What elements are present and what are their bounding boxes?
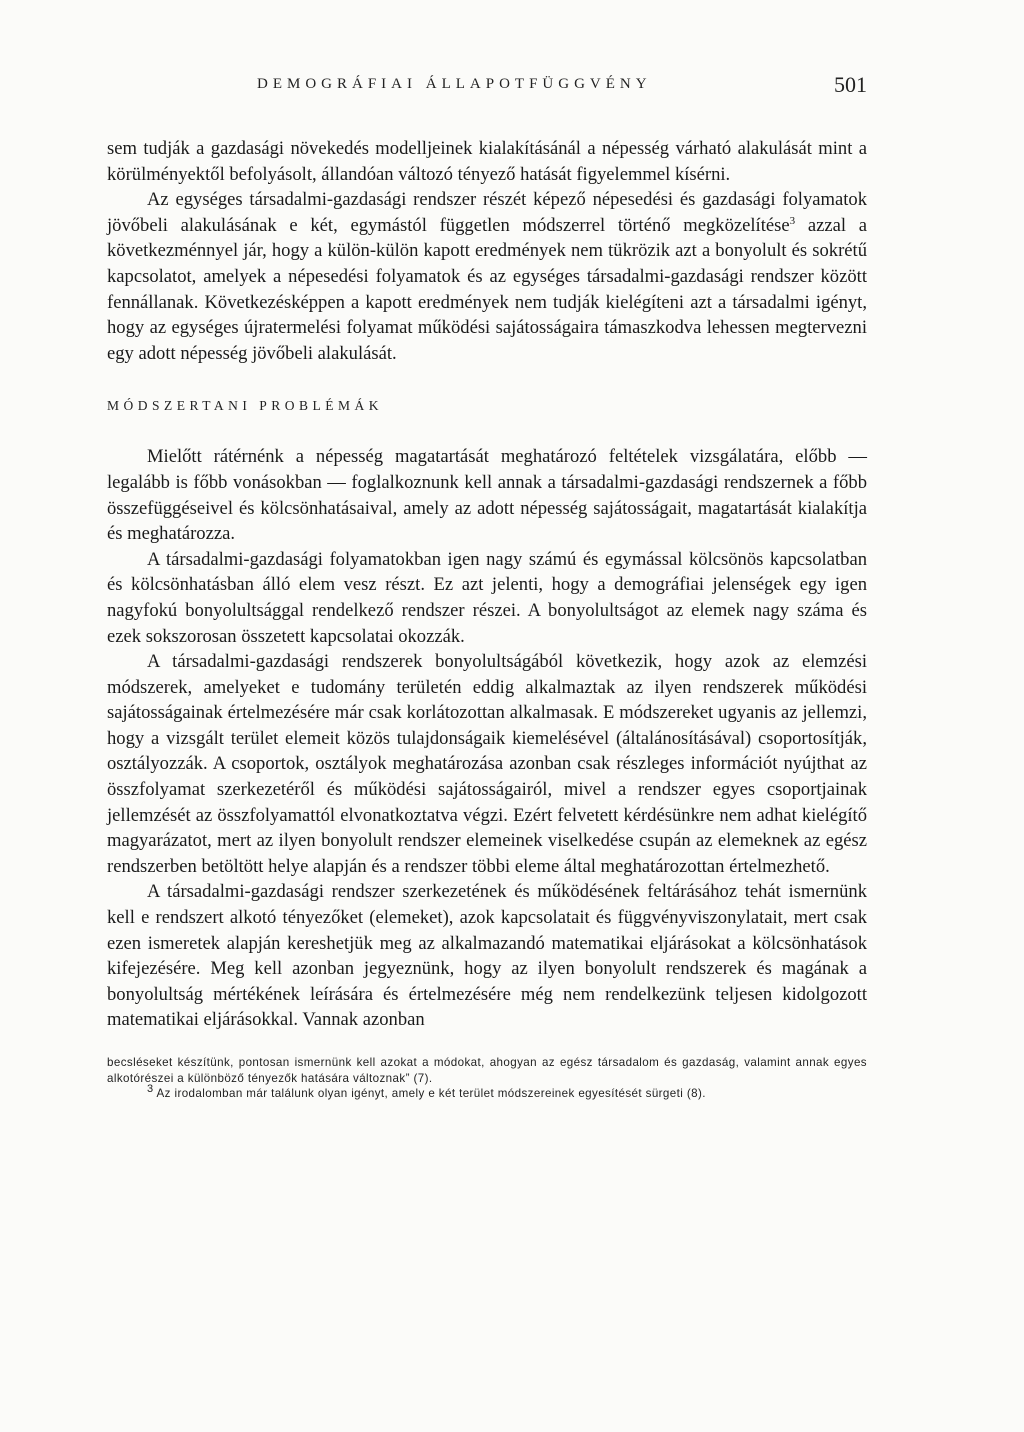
running-title: DEMOGRÁFIAI ÁLLAPOTFÜGGVÉNY — [257, 76, 652, 92]
footnotes — [107, 1055, 867, 1102]
paragraph-continuation: sem tudják a gazdasági növekedés modelljeinek kialakításánál a népesség várható alakulását mint a körülményektől befolyásolt, állandóan változó tényező hatását figyelemmel kísérni. — [107, 138, 867, 185]
paragraph-methods-separation — [107, 187, 867, 366]
paragraph-text: azzal a következménnyel jár, hogy a külön-külön kapott eredmények nem tükrözik azt a bonyolult és sokrétű kapcsolatot, amelyek a népesedési folyamatok és az egységes társadalmi-gazdasági rendszer között fennállanak. Következésképpen a kapott eredmények nem tudják kielégíteni azt a társadalmi igényt, hogy az egységes újratermelési folyamat működési sajátosságaira támaszkodva lehessen megtervezni egy adott népesség jövőbeli alakulását. — [107, 214, 867, 364]
footnote-3 — [107, 1083, 867, 1102]
footnote-text: Az irodalomban már találunk olyan igényt, amely e két terület módszereinek egyesítését sürgeti (8). — [153, 1087, 706, 1100]
paragraph: A társadalmi-gazdasági rendszerek bonyolultságából következik, hogy azok az elemzési módszerek, amelyeket e tudomány területén eddig alkalmaztak az ilyen rendszerek működési sajátosságainak értelmezésére már csak korlátozottan alkalmasak. E módszereket ugyanis az jellemzi, hogy a vizsgált terület elemeit közös tulajdonságaik kiemelésével (általánosításával) csoportosítják, osztályozzák. A csoportok, osztályok meghatározása azonban csak részleges információt nyújthat az összfolyamat szerkezetéről és működési sajátosságairól, mivel a rendszer egyes csoportjainak jellemzését az összfolyamattól elvonatkoztatva végzi. Ezért felvetett kérdésünkre nem adhat kielégítő magyarázatot, mert az ilyen bonyolult rendszer elemeinek viselkedése csupán az elemeknek az egész rendszerben betöltött helye alapján és a rendszer többi eleme által meghatározottan értelmezhető. — [107, 651, 867, 877]
paragraph-text: Az egységes társadalmi-gazdasági rendszer részét képező népesedési és gazdasági folyamatok jövőbeli alakulásának e két, egymástól független módszerrel történő megközelítése — [107, 189, 867, 236]
body-text — [107, 136, 867, 1033]
footnote-continuation: becsléseket készítünk, pontosan ismernünk kell azokat a módokat, ahogyan az egész társadalom és gazdaság, valamint annak egyes alkotórészei a különböző tényezők hatására változnak” (7). — [107, 1056, 867, 1085]
footnote-ref-3[interactable]: 3 — [789, 214, 796, 227]
paragraph: A társadalmi-gazdasági rendszer szerkezetének és működésének feltárásához tehát ismernünk kell e rendszert alkotó tényezőket (elemeket), azok kapcsolatait és függvényviszonylatait, mert csak ezen ismeretek alapján kereshetjük meg az alkalmazandó matematikai eljárásokat a kölcsönhatások kifejezésére. Meg kell azonban jegyeznünk, hogy az ilyen bonyolult rendszerek és magának a bonyolultság mértékének leírására és értelmezésére még nem rendelkezünk teljesen kidolgozott matematikai eljárásokkal. Vannak azonban — [107, 881, 867, 1031]
section-heading: MÓDSZERTANI PROBLÉMÁK — [107, 398, 383, 414]
footnote-marker: 3 — [147, 1083, 154, 1096]
paragraph: Mielőtt rátérnénk a népesség magatartását meghatározó feltételek vizsgálatára, előbb — legalább is főbb vonásokban — foglalkoznunk kell annak a társadalmi-gazdasági rendszernek a főbb összefüggéseivel és kölcsönhatásaival, amely az adott népesség sajátosságait, magatartását kialakítja és meghatározza. — [107, 446, 867, 545]
paragraph: A társadalmi-gazdasági folyamatokban igen nagy számú és egymással kölcsönös kapcsolatban és kölcsönhatásban álló elem vesz részt. Ez azt jelenti, hogy a demográfiai jelenségek egy igen nagyfokú bonyolultsággal rendelkező rendszer részei. A bonyolultságot az elemek nagy száma és ezek sokszorosan összetett kapcsolatai okozzák. — [107, 548, 867, 647]
page-number: 501 — [834, 72, 867, 97]
running-header — [107, 72, 867, 106]
document-page — [107, 72, 867, 1412]
